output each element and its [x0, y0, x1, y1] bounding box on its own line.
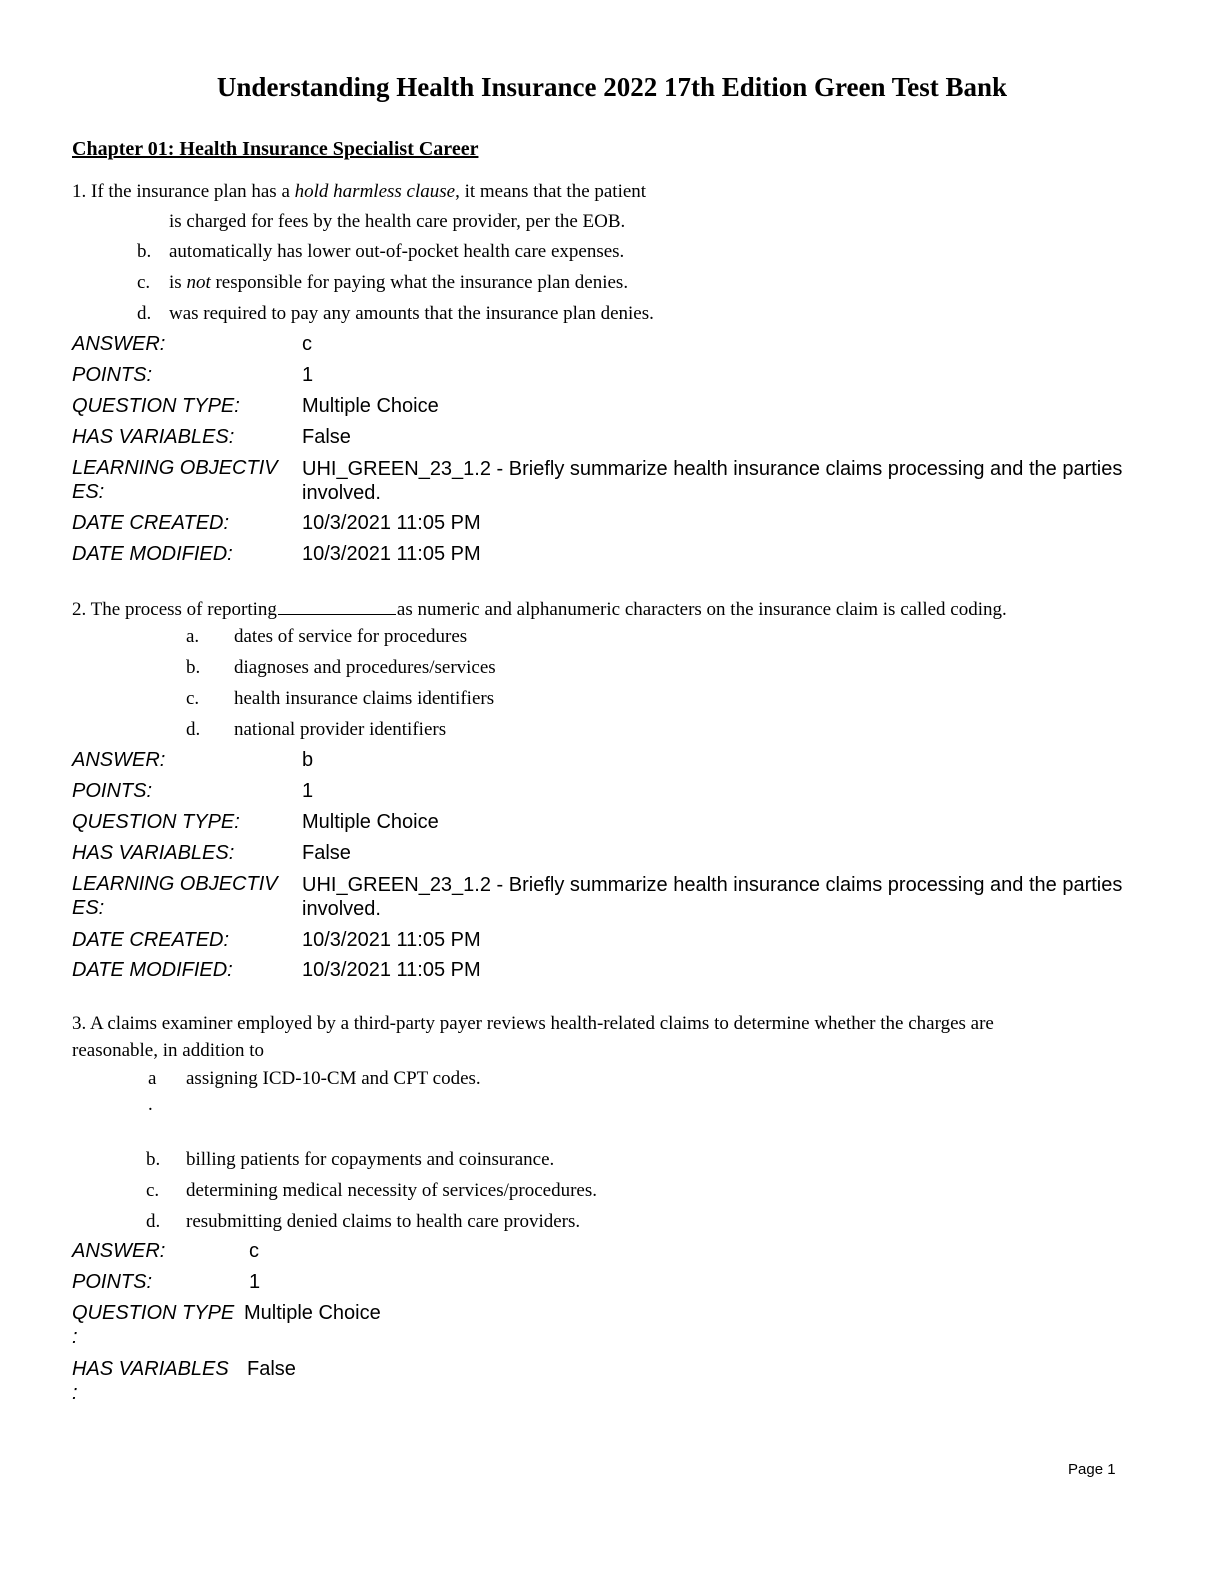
option-d: was required to pay any amounts that the insurance plan denies. [169, 303, 654, 324]
option-letter-dot: . [148, 1094, 153, 1115]
points-value: 1 [302, 780, 314, 802]
date-created-value: 10/3/2021 11:05 PM [302, 512, 481, 534]
option-a: assigning ICD-10-CM and CPT codes. [186, 1068, 481, 1089]
answer-value: c [302, 333, 312, 355]
date-modified-label: DATE MODIFIED: [72, 959, 233, 981]
question-stem-line-1: 3. A claims examiner employed by a third-party payer reviews health-related claims to determine whether the charges are [72, 1013, 994, 1034]
option-d: national provider identifiers [234, 719, 447, 740]
points-label: POINTS: [72, 780, 153, 802]
option-letter: b. [137, 241, 152, 262]
date-created-label: DATE CREATED: [72, 929, 230, 951]
learning-objectives-label: LEARNING OBJECTIV [72, 457, 278, 479]
learning-objectives-label-cont: ES: [72, 897, 105, 919]
points-label: POINTS: [72, 364, 153, 386]
stem-italic-term: hold harmless clause [294, 181, 456, 202]
option-b: automatically has lower out-of-pocket health care expenses. [169, 241, 625, 262]
date-modified-value: 10/3/2021 11:05 PM [302, 959, 481, 981]
option-c: health insurance claims identifiers [234, 688, 495, 709]
answer-label: ANSWER: [72, 1240, 166, 1262]
option-letter: a [148, 1068, 157, 1089]
question-type-colon: : [72, 1326, 78, 1348]
option-c [169, 272, 628, 294]
learning-objectives-label: LEARNING OBJECTIV [72, 873, 278, 895]
points-value: 1 [249, 1271, 261, 1293]
option-a: dates of service for procedures [234, 626, 468, 647]
stem-text: , it means that the patient [455, 181, 647, 202]
option-letter: c. [146, 1180, 160, 1201]
has-variables-value: False [247, 1358, 296, 1380]
learning-objectives-label-cont: ES: [72, 481, 105, 503]
answer-value: b [302, 749, 314, 771]
question-type-label: QUESTION TYPE: [72, 811, 240, 833]
option-a: is charged for fees by the health care provider, per the EOB. [169, 211, 626, 232]
question-type-label: QUESTION TYPE [72, 1302, 235, 1324]
learning-objectives-value: UHI_GREEN_23_1.2 - Briefly summarize health insurance claims processing and the parties involved. [302, 458, 1123, 504]
has-variables-label: HAS VARIABLES: [72, 426, 235, 448]
answer-blank [278, 598, 396, 615]
question-type-value: Multiple Choice [302, 395, 439, 417]
question-type-value: Multiple Choice [244, 1302, 381, 1324]
option-text: is [169, 272, 187, 293]
date-modified-value: 10/3/2021 11:05 PM [302, 543, 481, 565]
question-stem [72, 181, 646, 203]
answer-label: ANSWER: [72, 333, 166, 355]
option-letter: d. [137, 303, 152, 324]
option-letter: a. [186, 626, 200, 647]
date-created-value: 10/3/2021 11:05 PM [302, 929, 481, 951]
chapter-heading: Chapter 01: Health Insurance Specialist Career [72, 138, 479, 160]
has-variables-colon: : [72, 1382, 78, 1404]
has-variables-value: False [302, 842, 351, 864]
answer-value: c [249, 1240, 259, 1262]
option-letter: b. [186, 657, 201, 678]
stem-text: as numeric and alphanumeric characters on the insurance claim is called coding. [396, 599, 1007, 620]
date-modified-label: DATE MODIFIED: [72, 543, 233, 565]
question-stem-line-2: reasonable, in addition to [72, 1040, 265, 1061]
option-letter: c. [186, 688, 200, 709]
stem-text: 2. The process of reporting [72, 599, 277, 620]
points-label: POINTS: [72, 1271, 153, 1293]
has-variables-label: HAS VARIABLES: [72, 842, 235, 864]
question-type-value: Multiple Choice [302, 811, 439, 833]
page-number: Page 1 [1068, 1461, 1116, 1478]
option-text: responsible for paying what the insurance plan denies. [210, 272, 629, 293]
date-created-label: DATE CREATED: [72, 512, 230, 534]
question-type-label: QUESTION TYPE: [72, 395, 240, 417]
option-italic-word: not [186, 272, 211, 293]
option-letter: b. [146, 1149, 161, 1170]
option-b: diagnoses and procedures/services [234, 657, 496, 678]
option-d: resubmitting denied claims to health care providers. [186, 1211, 581, 1232]
answer-label: ANSWER: [72, 749, 166, 771]
option-b: billing patients for copayments and coinsurance. [186, 1149, 555, 1170]
has-variables-value: False [302, 426, 351, 448]
learning-objectives-value: UHI_GREEN_23_1.2 - Briefly summarize health insurance claims processing and the parties involved. [302, 874, 1123, 920]
document-title: Understanding Health Insurance 2022 17th Edition Green Test Bank [216, 72, 1008, 102]
option-letter: c. [137, 272, 151, 293]
question-stem [72, 598, 1007, 621]
has-variables-label: HAS VARIABLES [72, 1358, 229, 1380]
stem-text: 1. If the insurance plan has a [72, 181, 295, 202]
option-letter: d. [146, 1211, 161, 1232]
option-letter: d. [186, 719, 201, 740]
option-c: determining medical necessity of services/procedures. [186, 1180, 597, 1201]
points-value: 1 [302, 364, 314, 386]
